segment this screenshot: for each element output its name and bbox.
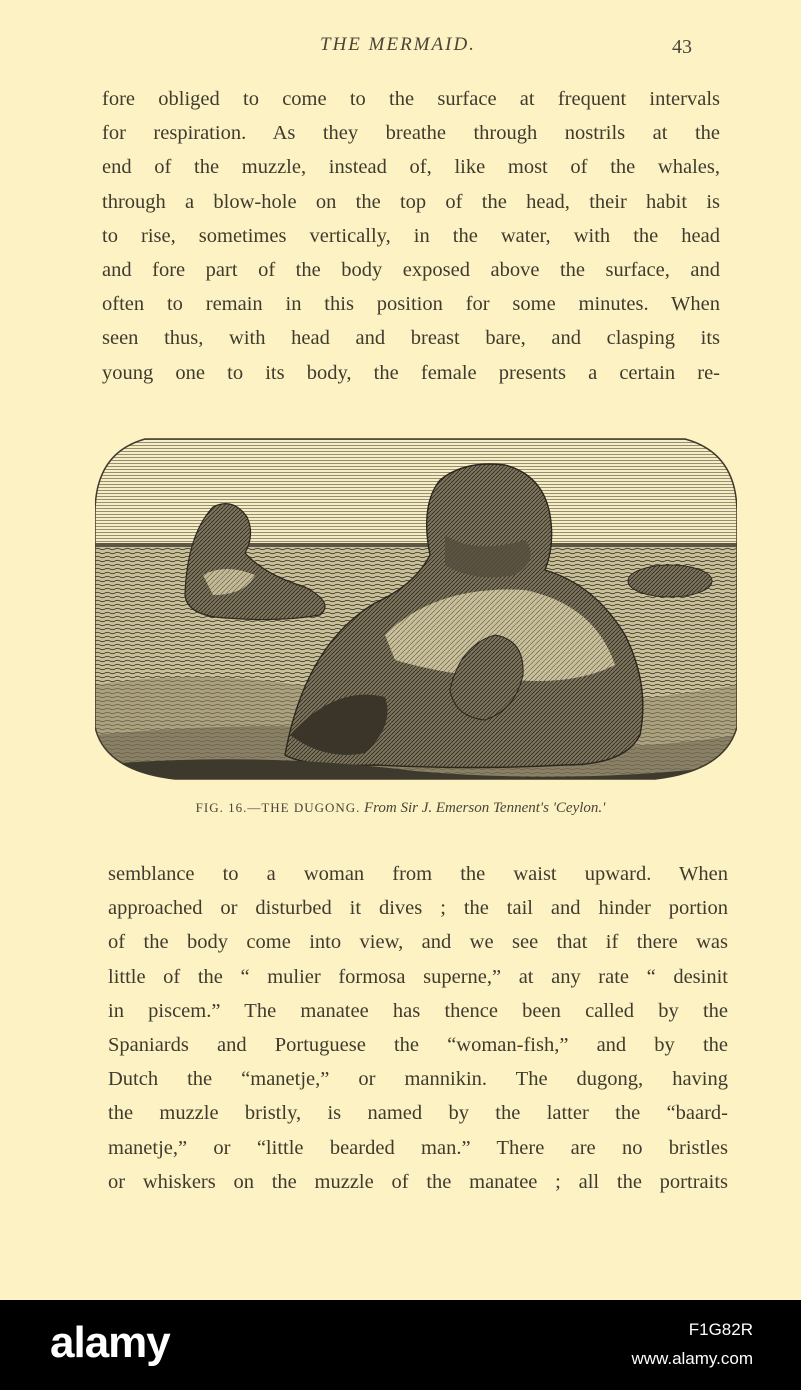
running-title: THE MERMAID.	[320, 34, 476, 55]
text-line: young one to its body, the female presents a certain re-	[102, 361, 720, 384]
text-line: little of the “ mulier formosa superne,” at any rate “ desinit	[108, 965, 728, 988]
text-line: manetje,” or “little bearded man.” There are no bristles	[108, 1136, 728, 1159]
text-line: fore obliged to come to the surface at frequent intervals	[102, 88, 720, 110]
watermark-footer	[0, 1300, 801, 1390]
text-line: Spaniards and Portuguese the “woman-fish,” and by the	[108, 1034, 728, 1057]
image-id: F1G82R	[688, 1320, 753, 1339]
text-line: through a blow-hole on the top of the head, their habit is	[102, 190, 720, 213]
text-line: for respiration. As they breathe through nostrils at the	[102, 122, 720, 145]
figure-caption	[0, 800, 801, 817]
running-head	[0, 34, 801, 64]
text-line: often to remain in this position for some minutes. When	[102, 293, 720, 316]
text-line: in piscem.” The manatee has thence been called by the	[108, 999, 728, 1022]
text-line: of the body come into view, and we see that if there was	[108, 931, 728, 954]
dugong-engraving	[95, 435, 737, 783]
text-line: approached or disturbed it dives ; the tail and hinder portion	[108, 897, 728, 920]
text-line: seen thus, with head and breast bare, and clasping its	[102, 327, 720, 350]
caption-label: FIG. 16.—THE DUGONG.	[195, 800, 361, 815]
text-line: the muzzle bristly, is named by the latter the “baard-	[108, 1102, 728, 1125]
paragraph-top	[102, 82, 720, 390]
footer-url: www.alamy.com	[631, 1349, 753, 1368]
engraving-illustration	[95, 435, 737, 783]
paragraph-bottom	[108, 857, 728, 1199]
text-line: to rise, sometimes vertically, in the water, with the head	[102, 224, 720, 247]
text-line: end of the muzzle, instead of, like most of the whales,	[102, 156, 720, 179]
text-line: semblance to a woman from the waist upward. When	[108, 863, 728, 885]
text-line: and fore part of the body exposed above the surface, and	[102, 259, 720, 282]
caption-source: From Sir J. Emerson Tennent's 'Ceylon.'	[363, 800, 606, 816]
text-line: or whiskers on the muzzle of the manatee ; all the portraits	[108, 1170, 728, 1193]
alamy-logo: alamy	[50, 1318, 170, 1367]
text-line: Dutch the “manetje,” or mannikin. The dugong, having	[108, 1068, 728, 1091]
page-number: 43	[672, 36, 692, 58]
